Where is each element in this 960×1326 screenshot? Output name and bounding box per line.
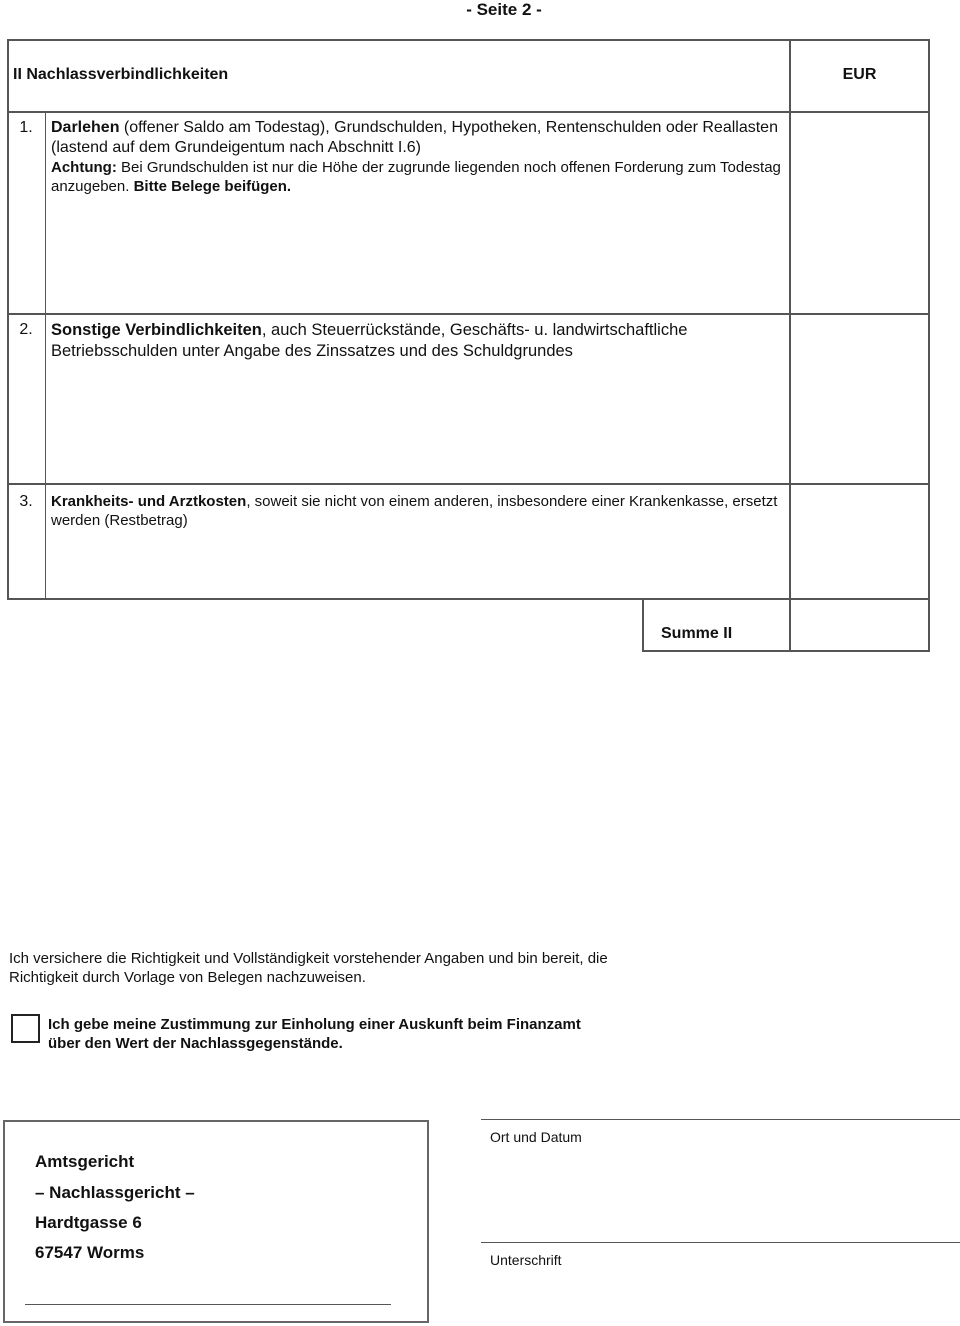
address-underline — [25, 1304, 391, 1305]
number-column-divider — [45, 112, 46, 599]
currency-column-header: EUR — [842, 66, 877, 83]
place-date-label: Ort und Datum — [490, 1129, 582, 1145]
item-description — [51, 118, 786, 196]
address-line-city: 67547 Worms — [35, 1243, 145, 1262]
summe-box-left — [642, 599, 644, 651]
consent-checkbox[interactable] — [11, 1014, 40, 1043]
item-label: Krankheits- und Arztkosten — [51, 493, 247, 510]
item-text: , soweit sie nicht von einem anderen, insbesondere einer Krankenkasse, ersetzt werden (Restbetrag) — [51, 493, 778, 529]
signature-line — [481, 1242, 960, 1243]
summe-box-bottom — [642, 650, 930, 652]
sum-amount-field[interactable] — [791, 600, 928, 650]
page-number: - Seite 2 - — [466, 0, 542, 19]
note-text: Bei Grundschulden ist nur die Höhe der zugrunde liegenden noch offenen Forderung zum Todestag anzugeben. — [51, 159, 781, 195]
signature-label: Unterschrift — [490, 1252, 562, 1268]
item-label: Sonstige Verbindlichkeiten — [51, 321, 262, 339]
amount-field-1[interactable] — [791, 113, 928, 313]
item-note — [51, 158, 786, 196]
address-line-court: Amtsgericht — [35, 1152, 135, 1171]
item-text: , auch Steuerrückstände, Geschäfts- u. landwirtschaftliche Betriebsschulden unter Angabe des Zinssatzes und des Schuldgrundes — [51, 321, 688, 360]
item-description — [51, 492, 786, 530]
note-label: Achtung: — [51, 159, 117, 176]
assurance-text: Ich versichere die Richtigkeit und Vollständigkeit vorstehender Angaben und bin bereit, die Richtigkeit durch Vorlage von Belegen nachzuweisen. — [9, 950, 608, 986]
place-date-field[interactable] — [481, 1060, 960, 1118]
address-line-street: Hardtgasse 6 — [35, 1213, 142, 1232]
item-label: Darlehen — [51, 119, 120, 136]
item-number: 3. — [19, 493, 33, 510]
item-text: (offener Saldo am Todestag), Grundschulden, Hypotheken, Rentenschulden oder Reallasten (lastend auf dem Grundeigentum nach Abschnitt I.6) — [51, 119, 778, 156]
amount-field-3[interactable] — [791, 485, 928, 598]
amount-field-2[interactable] — [791, 315, 928, 483]
place-date-line — [481, 1119, 960, 1120]
address-line-department: – Nachlassgericht – — [35, 1183, 195, 1202]
item-description — [51, 320, 786, 362]
table-border-right — [928, 39, 930, 651]
signature-field[interactable] — [481, 1160, 960, 1240]
note-bold-end: Bitte Belege beifügen. — [133, 178, 292, 195]
table-border-top — [7, 39, 930, 41]
item-number: 2. — [19, 321, 33, 338]
section-title: II Nachlassverbindlichkeiten — [13, 66, 229, 83]
sum-label: Summe II — [661, 625, 733, 642]
item-number: 1. — [19, 119, 33, 136]
consent-text: Ich gebe meine Zustimmung zur Einholung einer Auskunft beim Finanzamt über den Wert der Nachlassgegenstände. — [48, 1016, 581, 1052]
